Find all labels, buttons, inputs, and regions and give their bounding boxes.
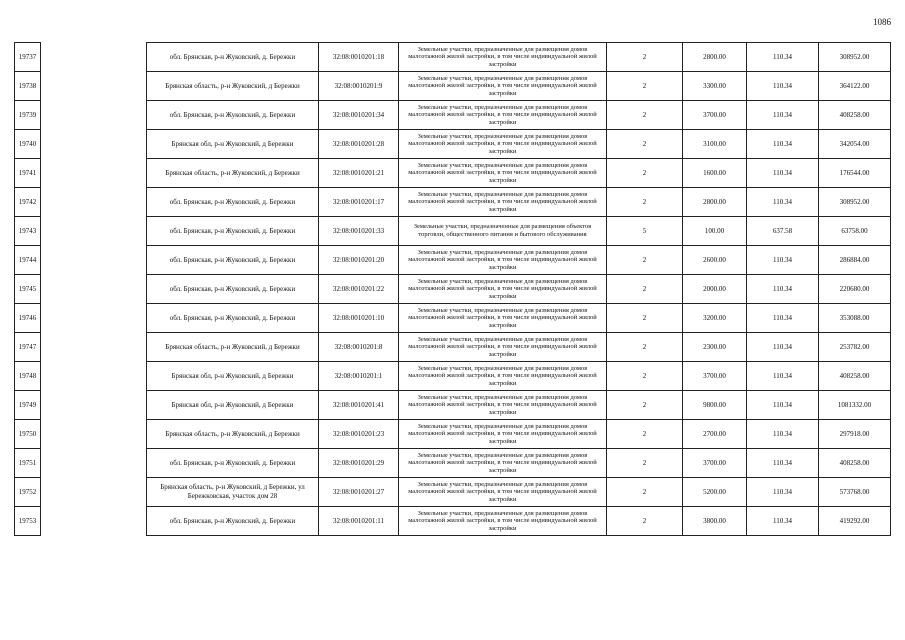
specific-value-cell: 110.34: [747, 43, 819, 72]
page-number: 1086: [873, 17, 891, 27]
cadastral-value-cell: 176544.00: [819, 159, 891, 188]
specific-value-cell: 110.34: [747, 420, 819, 449]
table-row: [15, 478, 891, 507]
row-id: 19739: [15, 101, 41, 130]
address-cell: обл. Брянская, р-н Жуковский, д. Бережки: [147, 507, 319, 536]
group-number-cell: 2: [607, 507, 683, 536]
specific-value-cell: 110.34: [747, 159, 819, 188]
cadastral-value-cell: 253782.00: [819, 333, 891, 362]
row-id: 19748: [15, 362, 41, 391]
area-cell: 1600.00: [683, 159, 747, 188]
table-row: [15, 101, 891, 130]
land-use-cell: Земельные участки, предназначенные для размещения домов малоэтажной жилой застройки, в том числе индивидуальной жилой застройки: [399, 159, 607, 188]
gap-cell: [41, 362, 147, 391]
row-id: 19752: [15, 478, 41, 507]
land-use-cell: Земельные участки, предназначенные для размещения домов малоэтажной жилой застройки, в том числе индивидуальной жилой застройки: [399, 130, 607, 159]
address-cell: обл. Брянская, р-н Жуковский, д. Бережки: [147, 449, 319, 478]
area-cell: 2800.00: [683, 188, 747, 217]
land-use-cell: Земельные участки, предназначенные для размещения домов малоэтажной жилой застройки, в том числе индивидуальной жилой застройки: [399, 391, 607, 420]
address-cell: обл. Брянская, р-н Жуковский, д. Бережки: [147, 217, 319, 246]
address-cell: Брянская обл, р-н Жуковский, д Бережки: [147, 391, 319, 420]
cadastral-number-cell: 32:08:0010201:33: [319, 217, 399, 246]
cadastral-value-table: [14, 42, 891, 536]
land-use-cell: Земельные участки, предназначенные для размещения домов малоэтажной жилой застройки, в том числе индивидуальной жилой застройки: [399, 507, 607, 536]
gap-cell: [41, 188, 147, 217]
table-row: [15, 304, 891, 333]
land-use-cell: Земельные участки, предназначенные для размещения домов малоэтажной жилой застройки, в том числе индивидуальной жилой застройки: [399, 304, 607, 333]
specific-value-cell: 110.34: [747, 478, 819, 507]
specific-value-cell: 110.34: [747, 507, 819, 536]
area-cell: 3200.00: [683, 304, 747, 333]
cadastral-value-cell: 63758.00: [819, 217, 891, 246]
specific-value-cell: 110.34: [747, 391, 819, 420]
cadastral-number-cell: 32:08:0010201:29: [319, 449, 399, 478]
land-use-cell: Земельные участки, предназначенные для размещения объектов торговли, общественного питания и бытового обслуживания: [399, 217, 607, 246]
cadastral-number-cell: 32:08:0010201:18: [319, 43, 399, 72]
row-id: 19747: [15, 333, 41, 362]
cadastral-value-cell: 408258.00: [819, 101, 891, 130]
cadastral-number-cell: 32:08:0010201:23: [319, 420, 399, 449]
cadastral-number-cell: 32:08:0010201:17: [319, 188, 399, 217]
table-row: [15, 217, 891, 246]
area-cell: 3800.00: [683, 507, 747, 536]
group-number-cell: 2: [607, 449, 683, 478]
group-number-cell: 2: [607, 43, 683, 72]
cadastral-value-cell: 408258.00: [819, 362, 891, 391]
area-cell: 9800.00: [683, 391, 747, 420]
area-cell: 2000.00: [683, 275, 747, 304]
table-row: [15, 159, 891, 188]
cadastral-value-cell: 297918.00: [819, 420, 891, 449]
land-use-cell: Земельные участки, предназначенные для размещения домов малоэтажной жилой застройки, в том числе индивидуальной жилой застройки: [399, 362, 607, 391]
address-cell: Брянская область, р-н Жуковский, д Бережки: [147, 72, 319, 101]
row-id: 19746: [15, 304, 41, 333]
group-number-cell: 2: [607, 130, 683, 159]
specific-value-cell: 637.58: [747, 217, 819, 246]
area-cell: 3300.00: [683, 72, 747, 101]
group-number-cell: 2: [607, 72, 683, 101]
row-id: 19743: [15, 217, 41, 246]
address-cell: обл. Брянская, р-н Жуковский, д. Бережки: [147, 188, 319, 217]
cadastral-value-cell: 308952.00: [819, 43, 891, 72]
address-cell: обл. Брянская, р-н Жуковский, д. Бережки: [147, 275, 319, 304]
specific-value-cell: 110.34: [747, 362, 819, 391]
cadastral-value-cell: 419292.00: [819, 507, 891, 536]
table-row: [15, 449, 891, 478]
cadastral-number-cell: 32:08:0010201:9: [319, 72, 399, 101]
row-id: 19741: [15, 159, 41, 188]
group-number-cell: 2: [607, 275, 683, 304]
gap-cell: [41, 275, 147, 304]
gap-cell: [41, 304, 147, 333]
gap-cell: [41, 449, 147, 478]
cadastral-value-cell: 308952.00: [819, 188, 891, 217]
area-cell: 2600.00: [683, 246, 747, 275]
cadastral-number-cell: 32:08:0010201:22: [319, 275, 399, 304]
group-number-cell: 2: [607, 478, 683, 507]
cadastral-number-cell: 32:08:0010201:1: [319, 362, 399, 391]
row-id: 19742: [15, 188, 41, 217]
group-number-cell: 2: [607, 159, 683, 188]
group-number-cell: 2: [607, 362, 683, 391]
cadastral-value-cell: 353088.00: [819, 304, 891, 333]
address-cell: обл. Брянская, р-н Жуковский, д. Бережки: [147, 101, 319, 130]
row-id: 19750: [15, 420, 41, 449]
gap-cell: [41, 333, 147, 362]
area-cell: 2300.00: [683, 333, 747, 362]
cadastral-number-cell: 32:08:0010201:41: [319, 391, 399, 420]
land-use-cell: Земельные участки, предназначенные для размещения домов малоэтажной жилой застройки, в том числе индивидуальной жилой застройки: [399, 275, 607, 304]
cadastral-number-cell: 32:08:0010201:27: [319, 478, 399, 507]
address-cell: обл. Брянская, р-н Жуковский, д. Бережки: [147, 304, 319, 333]
row-id: 19753: [15, 507, 41, 536]
cadastral-number-cell: 32:08:0010201:20: [319, 246, 399, 275]
gap-cell: [41, 420, 147, 449]
group-number-cell: 2: [607, 304, 683, 333]
table-row: [15, 362, 891, 391]
address-cell: обл. Брянская, р-н Жуковский, д. Бережки: [147, 43, 319, 72]
cadastral-value-cell: 220680.00: [819, 275, 891, 304]
specific-value-cell: 110.34: [747, 130, 819, 159]
cadastral-value-cell: 1081332.00: [819, 391, 891, 420]
table-row: [15, 130, 891, 159]
specific-value-cell: 110.34: [747, 275, 819, 304]
cadastral-value-cell: 573768.00: [819, 478, 891, 507]
group-number-cell: 2: [607, 391, 683, 420]
specific-value-cell: 110.34: [747, 449, 819, 478]
land-use-cell: Земельные участки, предназначенные для размещения домов малоэтажной жилой застройки, в том числе индивидуальной жилой застройки: [399, 101, 607, 130]
row-id: 19737: [15, 43, 41, 72]
table-row: [15, 246, 891, 275]
gap-cell: [41, 130, 147, 159]
gap-cell: [41, 72, 147, 101]
table-row: [15, 507, 891, 536]
address-cell: обл. Брянская, р-н Жуковский, д. Бережки: [147, 246, 319, 275]
cadastral-value-cell: 286884.00: [819, 246, 891, 275]
table-row: [15, 420, 891, 449]
table-row: [15, 72, 891, 101]
table-row: [15, 188, 891, 217]
address-cell: Брянская область, р-н Жуковский, д Бережки, ул Бережковская, участок дом 28: [147, 478, 319, 507]
area-cell: 3700.00: [683, 449, 747, 478]
address-cell: Брянская обл, р-н Жуковский, д Бережки: [147, 362, 319, 391]
area-cell: 5200.00: [683, 478, 747, 507]
address-cell: Брянская область, р-н Жуковский, д Бережки: [147, 333, 319, 362]
gap-cell: [41, 391, 147, 420]
area-cell: 2800.00: [683, 43, 747, 72]
table-row: [15, 333, 891, 362]
specific-value-cell: 110.34: [747, 304, 819, 333]
gap-cell: [41, 478, 147, 507]
group-number-cell: 5: [607, 217, 683, 246]
table-row: [15, 275, 891, 304]
land-use-cell: Земельные участки, предназначенные для размещения домов малоэтажной жилой застройки, в том числе индивидуальной жилой застройки: [399, 188, 607, 217]
cadastral-value-cell: 408258.00: [819, 449, 891, 478]
gap-cell: [41, 43, 147, 72]
cadastral-number-cell: 32:08:0010201:21: [319, 159, 399, 188]
group-number-cell: 2: [607, 420, 683, 449]
area-cell: 2700.00: [683, 420, 747, 449]
address-cell: Брянская обл, р-н Жуковский, д Бережки: [147, 130, 319, 159]
cadastral-number-cell: 32:08:0010201:34: [319, 101, 399, 130]
row-id: 19744: [15, 246, 41, 275]
specific-value-cell: 110.34: [747, 246, 819, 275]
row-id: 19749: [15, 391, 41, 420]
gap-cell: [41, 507, 147, 536]
land-use-cell: Земельные участки, предназначенные для размещения домов малоэтажной жилой застройки, в том числе индивидуальной жилой застройки: [399, 449, 607, 478]
address-cell: Брянская область, р-н Жуковский, д Бережки: [147, 159, 319, 188]
address-cell: Брянская область, р-н Жуковский, д Бережки: [147, 420, 319, 449]
group-number-cell: 2: [607, 188, 683, 217]
land-use-cell: Земельные участки, предназначенные для размещения домов малоэтажной жилой застройки, в том числе индивидуальной жилой застройки: [399, 420, 607, 449]
gap-cell: [41, 101, 147, 130]
row-id: 19745: [15, 275, 41, 304]
area-cell: 3100.00: [683, 130, 747, 159]
table-row: [15, 43, 891, 72]
group-number-cell: 2: [607, 101, 683, 130]
gap-cell: [41, 246, 147, 275]
land-use-cell: Земельные участки, предназначенные для размещения домов малоэтажной жилой застройки, в том числе индивидуальной жилой застройки: [399, 333, 607, 362]
land-use-cell: Земельные участки, предназначенные для размещения домов малоэтажной жилой застройки, в том числе индивидуальной жилой застройки: [399, 43, 607, 72]
land-use-cell: Земельные участки, предназначенные для размещения домов малоэтажной жилой застройки, в том числе индивидуальной жилой застройки: [399, 246, 607, 275]
group-number-cell: 2: [607, 333, 683, 362]
specific-value-cell: 110.34: [747, 333, 819, 362]
area-cell: 3700.00: [683, 101, 747, 130]
cadastral-value-cell: 364122.00: [819, 72, 891, 101]
gap-cell: [41, 159, 147, 188]
land-use-cell: Земельные участки, предназначенные для размещения домов малоэтажной жилой застройки, в том числе индивидуальной жилой застройки: [399, 72, 607, 101]
table-row: [15, 391, 891, 420]
row-id: 19740: [15, 130, 41, 159]
row-id: 19738: [15, 72, 41, 101]
group-number-cell: 2: [607, 246, 683, 275]
cadastral-value-cell: 342054.00: [819, 130, 891, 159]
area-cell: 100.00: [683, 217, 747, 246]
specific-value-cell: 110.34: [747, 72, 819, 101]
specific-value-cell: 110.34: [747, 101, 819, 130]
cadastral-number-cell: 32:08:0010201:10: [319, 304, 399, 333]
land-use-cell: Земельные участки, предназначенные для размещения домов малоэтажной жилой застройки, в том числе индивидуальной жилой застройки: [399, 478, 607, 507]
specific-value-cell: 110.34: [747, 188, 819, 217]
cadastral-number-cell: 32:08:0010201:8: [319, 333, 399, 362]
cadastral-number-cell: 32:08:0010201:11: [319, 507, 399, 536]
gap-cell: [41, 217, 147, 246]
row-id: 19751: [15, 449, 41, 478]
cadastral-number-cell: 32:08:0010201:28: [319, 130, 399, 159]
area-cell: 3700.00: [683, 362, 747, 391]
